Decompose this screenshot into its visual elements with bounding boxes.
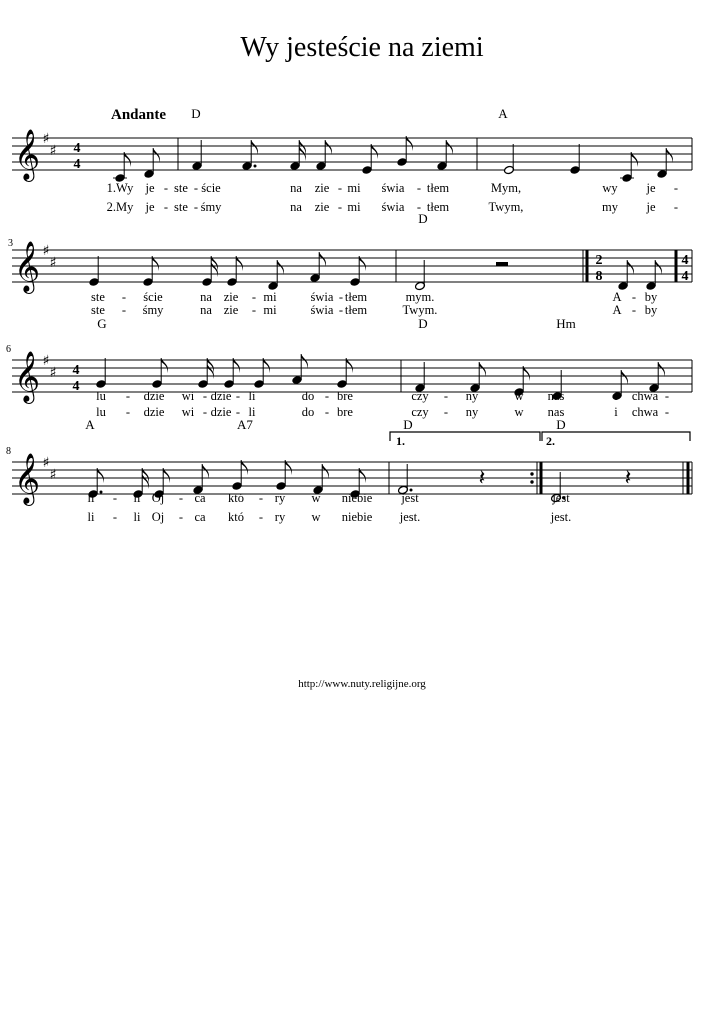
sharp-icon: ♯ (49, 143, 57, 159)
verse1-syllable: je (646, 181, 656, 195)
flag (299, 140, 306, 155)
verse1-syllable: li (248, 389, 256, 403)
verse2-syllable: jest. (550, 510, 572, 524)
verse2-syllable: niebie (341, 510, 373, 524)
note (504, 144, 515, 175)
verse1-syllable: ca (194, 491, 206, 505)
verse1-syllable: - (235, 389, 241, 403)
verse2-syllable: czy (411, 405, 429, 419)
note (113, 152, 131, 183)
quarter-rest-icon: 𝄽 (478, 466, 486, 491)
verse1-syllable: do (301, 389, 315, 403)
verse1-syllable: jest (552, 491, 570, 505)
verse2-syllable: dzie (210, 405, 232, 419)
repeat-dot (530, 480, 533, 483)
note (415, 260, 426, 291)
verse1-syllable: lu (96, 389, 106, 403)
chord-symbol: D (418, 211, 428, 226)
flag (479, 362, 486, 377)
verse2-syllable: mi (347, 200, 361, 214)
flag (301, 354, 308, 369)
verse2-syllable: li (248, 405, 256, 419)
sharp-icon: ♯ (42, 131, 50, 147)
staff-system-1 (12, 106, 692, 214)
verse1-syllable: by (644, 290, 658, 304)
song-title: Wy jesteście na ziemi (240, 32, 484, 63)
note (96, 358, 107, 389)
time-signature-numerator: 2 (595, 253, 603, 268)
verse2-syllable: jest. (399, 510, 421, 524)
verse2-syllable: - (178, 510, 184, 524)
note (570, 144, 581, 175)
verse1-syllable: mi (347, 181, 361, 195)
chord-symbol: A (498, 106, 508, 121)
repeat-dot (530, 472, 533, 475)
time-signature-denominator: 4 (72, 379, 80, 394)
measure-number: 6 (6, 344, 11, 355)
verse2-syllable: - (337, 200, 343, 214)
time-signature-denominator: 4 (73, 157, 81, 172)
verse2-syllable: lu (96, 405, 106, 419)
verse1-syllable: czy (411, 389, 429, 403)
time-signature-denominator: 4 (681, 269, 689, 284)
verse1-syllable: niebie (341, 491, 373, 505)
verse1-syllable: A (612, 290, 622, 304)
verse2-syllable: zie (223, 303, 239, 317)
dot (254, 165, 257, 168)
verse1-syllable: mi (263, 290, 277, 304)
verse2-syllable: w (514, 405, 524, 419)
verse2-syllable: śmy (142, 303, 164, 317)
quarter-rest-icon: 𝄽 (624, 466, 632, 491)
verse2-syllable: - (416, 200, 422, 214)
volta-bracket-2 (542, 432, 690, 441)
note (268, 260, 284, 291)
flag (325, 140, 332, 155)
tempo-marking: Andante (111, 107, 167, 123)
verse2-syllable: ca (194, 510, 206, 524)
verse2-syllable: - (324, 405, 330, 419)
verse1-syllable: mym. (405, 290, 435, 304)
verse2-syllable: li (133, 510, 141, 524)
verse2-syllable: tłem (344, 303, 368, 317)
verse1-syllable: w (514, 389, 524, 403)
verse2-syllable: tłem (426, 200, 450, 214)
verse1-syllable: zie (314, 181, 330, 195)
footer-url: http://www.nuty.religijne.org (298, 678, 426, 690)
treble-clef-icon: 𝄞 (14, 129, 41, 180)
flag (655, 260, 662, 275)
note (290, 140, 306, 171)
verse1-syllable: bre (337, 389, 353, 403)
verse1-syllable: ście (143, 290, 163, 304)
verse1-syllable: na (290, 181, 302, 195)
sharp-icon: ♯ (42, 455, 50, 471)
verse2-syllable: dzie (143, 405, 165, 419)
flag (627, 260, 634, 275)
verse2-syllable: - (664, 405, 670, 419)
verse2-syllable: Oj (151, 510, 165, 524)
verse1-syllable: - (673, 181, 679, 195)
verse1-syllable: dzie (143, 389, 165, 403)
staff-system-4 (6, 417, 692, 524)
verse1-syllable: - (416, 181, 422, 195)
verse1-syllable: tłem (344, 290, 368, 304)
flag (251, 140, 258, 155)
verse2-syllable: wi (181, 405, 195, 419)
verse2-syllable: by (644, 303, 658, 317)
verse2-syllable: - (673, 200, 679, 214)
verse1-syllable: świa (381, 181, 405, 195)
verse2-syllable: Twym, (488, 200, 524, 214)
verse1-syllable: - (112, 491, 118, 505)
chord-symbol: D (403, 417, 413, 432)
volta-label: 2. (546, 434, 555, 448)
verse1-syllable: wi (181, 389, 195, 403)
verse1-syllable: - (163, 181, 169, 195)
staff-system-3 (6, 316, 692, 419)
verse2-syllable: A (612, 303, 622, 317)
verse2-syllable: mi (263, 303, 277, 317)
verse2-syllable: na (200, 303, 212, 317)
verse1-syllable: - (337, 181, 343, 195)
verse1-syllable: - (125, 389, 131, 403)
verse2-syllable: 2.My (106, 200, 134, 214)
time-signature-numerator: 4 (72, 363, 80, 378)
verse1-syllable: - (631, 290, 637, 304)
flag (277, 260, 284, 275)
verse1-syllable: - (193, 181, 199, 195)
verse2-syllable: bre (337, 405, 353, 419)
flag (153, 148, 160, 163)
measure-number: 8 (6, 446, 11, 457)
sharp-icon: ♯ (42, 243, 50, 259)
verse1-syllable: dzie (210, 389, 232, 403)
flag (658, 362, 665, 377)
flag (202, 464, 209, 479)
verse2-syllable: my (602, 200, 618, 214)
flag (322, 464, 329, 479)
verse1-syllable: ny (465, 389, 479, 403)
verse2-syllable: - (202, 405, 208, 419)
verse2-syllable: - (258, 510, 264, 524)
flag (319, 252, 326, 267)
verse2-syllable: - (631, 303, 637, 317)
verse1-syllable: chwa (631, 389, 659, 403)
verse2-syllable: któ (228, 510, 244, 524)
verse1-syllable: - (178, 491, 184, 505)
verse1-syllable: wy (602, 181, 618, 195)
treble-clef-icon: 𝄞 (14, 241, 41, 292)
chord-symbol: D (556, 417, 566, 432)
sharp-icon: ♯ (49, 467, 57, 483)
note (144, 148, 160, 179)
verse2-syllable: Twym. (402, 303, 438, 317)
verse1-syllable: któ (228, 491, 244, 505)
dot (100, 491, 103, 494)
flag (446, 140, 453, 155)
verse1-syllable: - (664, 389, 670, 403)
note (242, 140, 258, 171)
chord-symbol: D (418, 316, 428, 331)
verse1-syllable: li (87, 491, 95, 505)
verse1-syllable: i (614, 389, 618, 403)
verse1-syllable: - (258, 491, 264, 505)
verse2-syllable: li (87, 510, 95, 524)
verse2-syllable: świa (381, 200, 405, 214)
note (620, 152, 638, 183)
volta-bracket-1 (390, 432, 540, 441)
note (89, 256, 100, 287)
note (646, 260, 662, 291)
note (292, 354, 308, 385)
time-signature-numerator: 4 (73, 141, 81, 156)
verse2-syllable: świa (310, 303, 334, 317)
verse2-syllable: na (290, 200, 302, 214)
verse1-syllable: - (202, 389, 208, 403)
verse2-syllable: ny (465, 405, 479, 419)
verse2-syllable: - (193, 200, 199, 214)
verse2-syllable: je (646, 200, 656, 214)
time-signature-denominator: 8 (595, 269, 603, 284)
treble-clef-icon: 𝄞 (14, 453, 41, 504)
verse2-syllable: chwa (631, 405, 659, 419)
verse1-syllable: w (311, 491, 321, 505)
sharp-icon: ♯ (49, 365, 57, 381)
flag (666, 148, 673, 163)
verse2-syllable: ste (174, 200, 188, 214)
chord-symbol: G (97, 316, 107, 331)
verse2-syllable: - (251, 303, 257, 317)
sharp-icon: ♯ (49, 255, 57, 271)
verse1-syllable: 1.Wy (106, 181, 134, 195)
verse2-syllable: - (443, 405, 449, 419)
verse2-syllable: je (145, 200, 155, 214)
verse1-syllable: Oj (151, 491, 165, 505)
verse1-syllable: - (121, 290, 127, 304)
verse1-syllable: ste (91, 290, 105, 304)
verse2-syllable: - (235, 405, 241, 419)
note (618, 260, 634, 291)
verse2-syllable: ry (274, 510, 286, 524)
chord-symbol: A7 (237, 417, 253, 432)
verse1-syllable: jest (401, 491, 419, 505)
verse2-syllable: - (121, 303, 127, 317)
note (310, 252, 326, 283)
verse1-syllable: świa (310, 290, 334, 304)
verse1-syllable: je (145, 181, 155, 195)
note (437, 140, 453, 171)
chord-symbol: Hm (556, 316, 576, 331)
verse1-syllable: - (324, 389, 330, 403)
verse2-syllable: nas (547, 405, 565, 419)
verse1-syllable: li (133, 491, 141, 505)
sharp-icon: ♯ (42, 353, 50, 369)
verse1-syllable: zie (223, 290, 239, 304)
measure-number: 3 (8, 238, 13, 249)
verse2-syllable: - (163, 200, 169, 214)
note (316, 140, 332, 171)
verse1-syllable: - (443, 389, 449, 403)
verse1-syllable: nas (547, 389, 565, 403)
verse1-syllable: ste (174, 181, 188, 195)
verse2-syllable: w (311, 510, 321, 524)
verse1-syllable: Mym, (490, 181, 522, 195)
chord-symbol: A (85, 417, 95, 432)
verse2-syllable: - (125, 405, 131, 419)
verse1-syllable: ry (274, 491, 286, 505)
verse2-syllable: - (338, 303, 344, 317)
time-signature-numerator: 4 (681, 253, 689, 268)
verse1-syllable: na (200, 290, 212, 304)
verse2-syllable: śmy (200, 200, 222, 214)
verse1-syllable: - (338, 290, 344, 304)
verse2-syllable: do (301, 405, 315, 419)
verse2-syllable: zie (314, 200, 330, 214)
verse1-syllable: - (251, 290, 257, 304)
verse1-syllable: ście (201, 181, 221, 195)
treble-clef-icon: 𝄞 (14, 351, 41, 402)
staff-system-2 (8, 211, 692, 317)
note (657, 148, 673, 179)
half-rest-icon (496, 262, 508, 266)
verse2-syllable: - (112, 510, 118, 524)
verse2-syllable: ste (91, 303, 105, 317)
note (192, 140, 203, 171)
flag (621, 370, 628, 385)
verse1-syllable: tłem (426, 181, 450, 195)
chord-symbol: D (191, 106, 201, 121)
volta-label: 1. (396, 434, 405, 448)
verse2-syllable: i (614, 405, 618, 419)
